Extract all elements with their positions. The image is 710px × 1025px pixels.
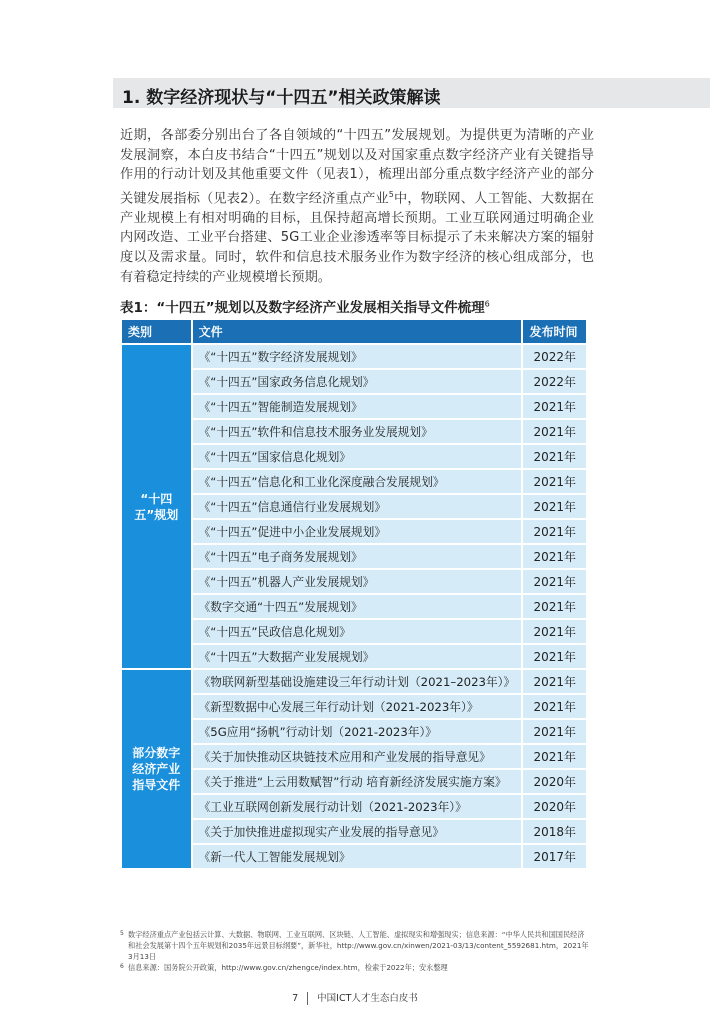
document-name-cell: 《“十四五”电子商务发展规划》 [193, 545, 522, 568]
document-name-cell: 《“十四五”信息通信行业发展规划》 [193, 495, 522, 518]
table-header-row [122, 320, 586, 343]
document-name-cell: 《“十四五”软件和信息技术服务业发展规划》 [193, 420, 522, 443]
table-body [122, 345, 586, 868]
document-name-cell: 《新型数据中心发展三年行动计划（2021-2023年）》 [193, 695, 522, 718]
table-row [122, 720, 586, 743]
footnote-6-text: 信息来源：国务院公开政策，http://www.gov.cn/zhengce/index.htm，检索于2022年；安永整理 [128, 963, 448, 972]
release-year-cell: 2021年 [523, 620, 586, 643]
document-name-cell: 《工业互联网创新发展行动计划（2021-2023年）》 [193, 795, 522, 818]
table-row [122, 845, 586, 868]
table-row [122, 795, 586, 818]
release-year-cell: 2020年 [523, 770, 586, 793]
release-year-cell: 2021年 [523, 420, 586, 443]
table-title [120, 296, 490, 316]
release-year-cell: 2021年 [523, 570, 586, 593]
table-row [122, 770, 586, 793]
intro-text-2: 中，物联网、人工智能、大数据在产业规模上有相对明确的目标，且保持超高增长预期。工业互联网通过明确企业内网改造、工业平台搭建、5G工业企业渗透率等目标提示了未来解决方案的辐射度以及需求量。同时，软件和信息技术服务业作为数字经济的核心组成部分，也有着稳定持续的产业规模增长预期。 [120, 191, 594, 285]
table-row [122, 570, 586, 593]
release-year-cell: 2021年 [523, 395, 586, 418]
table-row [122, 370, 586, 393]
document-name-cell: 《物联网新型基础设施建设三年行动计划（2021–2023年）》 [193, 670, 522, 693]
release-year-cell: 2021年 [523, 720, 586, 743]
table-title-text: 表1：“十四五”规划以及数字经济产业发展相关指导文件梳理 [120, 300, 485, 316]
footnote-ref-6[interactable]: 6 [484, 299, 490, 309]
release-year-cell: 2022年 [523, 345, 586, 368]
document-name-cell: 《“十四五”数字经济发展规划》 [193, 345, 522, 368]
document-name-cell: 《“十四五”促进中小企业发展规划》 [193, 520, 522, 543]
header-date: 发布时间 [523, 320, 586, 343]
release-year-cell: 2017年 [523, 845, 586, 868]
release-year-cell: 2022年 [523, 370, 586, 393]
page-number: 7 [292, 993, 299, 1004]
table-row [122, 495, 586, 518]
footnote-5-number: 5 [120, 930, 124, 937]
document-name-cell: 《关于推进“上云用数赋智”行动 培育新经济发展实施方案》 [193, 770, 522, 793]
document-name-cell: 《新一代人工智能发展规划》 [193, 845, 522, 868]
document-name-cell: 《数字交通“十四五”发展规划》 [193, 595, 522, 618]
header-category: 类别 [122, 320, 191, 343]
release-year-cell: 2021年 [523, 670, 586, 693]
document-name-cell: 《“十四五”智能制造发展规划》 [193, 395, 522, 418]
table-row [122, 470, 586, 493]
document-name-cell: 《“十四五”机器人产业发展规划》 [193, 570, 522, 593]
release-year-cell: 2021年 [523, 695, 586, 718]
category-cell-plans: “十四五”规划 [122, 345, 191, 668]
table-row [122, 645, 586, 668]
release-year-cell: 2018年 [523, 820, 586, 843]
release-year-cell: 2021年 [523, 520, 586, 543]
footnote-6 [120, 962, 590, 973]
document-name-cell: 《“十四五”大数据产业发展规划》 [193, 645, 522, 668]
release-year-cell: 2021年 [523, 495, 586, 518]
table-row [122, 820, 586, 843]
footnotes [120, 929, 590, 973]
table-row [122, 595, 586, 618]
section-header [113, 78, 710, 108]
footnote-5 [120, 929, 590, 962]
table-row [122, 670, 586, 693]
release-year-cell: 2021年 [523, 595, 586, 618]
table-row [122, 745, 586, 768]
intro-text-1: 近期，各部委分别出台了各自领域的“十四五”发展规划。为提供更为清晰的产业发展洞察，本白皮书结合“十四五”规划以及对国家重点数字经济产业有关键指导作用的行动计划及其他重要文件（见表1），梳理出部分重点数字经济产业的部分关键发展指标（见表2）。在数字经济重点产业 [120, 128, 594, 207]
release-year-cell: 2021年 [523, 745, 586, 768]
release-year-cell: 2021年 [523, 445, 586, 468]
document-name-cell: 《关于加快推进虚拟现实产业发展的指导意见》 [193, 820, 522, 843]
table-row [122, 395, 586, 418]
policy-documents-table [120, 318, 588, 870]
page-footer [0, 990, 710, 1005]
table-row [122, 695, 586, 718]
document-name-cell: 《“十四五”国家信息化规划》 [193, 445, 522, 468]
document-name-cell: 《“十四五”民政信息化规划》 [193, 620, 522, 643]
intro-paragraph [120, 126, 594, 287]
footnote-ref-5[interactable]: 5 [388, 189, 394, 199]
footnote-6-number: 6 [120, 963, 124, 970]
release-year-cell: 2020年 [523, 795, 586, 818]
document-name-cell: 《“十四五”信息化和工业化深度融合发展规划》 [193, 470, 522, 493]
footer-divider [307, 992, 308, 1005]
table-row [122, 520, 586, 543]
table-row [122, 420, 586, 443]
release-year-cell: 2021年 [523, 645, 586, 668]
footnote-5-text: 数字经济重点产业包括云计算、大数据、物联网、工业互联网、区块链、人工智能、虚拟现实和增强现实；信息来源：“中华人民共和国国民经济和社会发展第十四个五年规划和2035年远景目标纲要”，新华社，http://www.gov.cn/xinwen/2021-03/13/content_5592681.htm，2021年3月13日 [128, 930, 589, 961]
release-year-cell: 2021年 [523, 470, 586, 493]
document-name-cell: 《5G应用“扬帆”行动计划（2021-2023年）》 [193, 720, 522, 743]
header-file: 文件 [193, 320, 522, 343]
table-row [122, 345, 586, 368]
footer-doc-title: 中国ICT人才生态白皮书 [317, 993, 418, 1004]
category-cell-guidance: 部分数字经济产业指导文件 [122, 670, 191, 868]
section-title: 1. 数字经济现状与“十四五”相关政策解读 [122, 88, 441, 108]
table-row [122, 445, 586, 468]
table-row [122, 620, 586, 643]
document-name-cell: 《关于加快推动区块链技术应用和产业发展的指导意见》 [193, 745, 522, 768]
document-name-cell: 《“十四五”国家政务信息化规划》 [193, 370, 522, 393]
table-row [122, 545, 586, 568]
release-year-cell: 2021年 [523, 545, 586, 568]
